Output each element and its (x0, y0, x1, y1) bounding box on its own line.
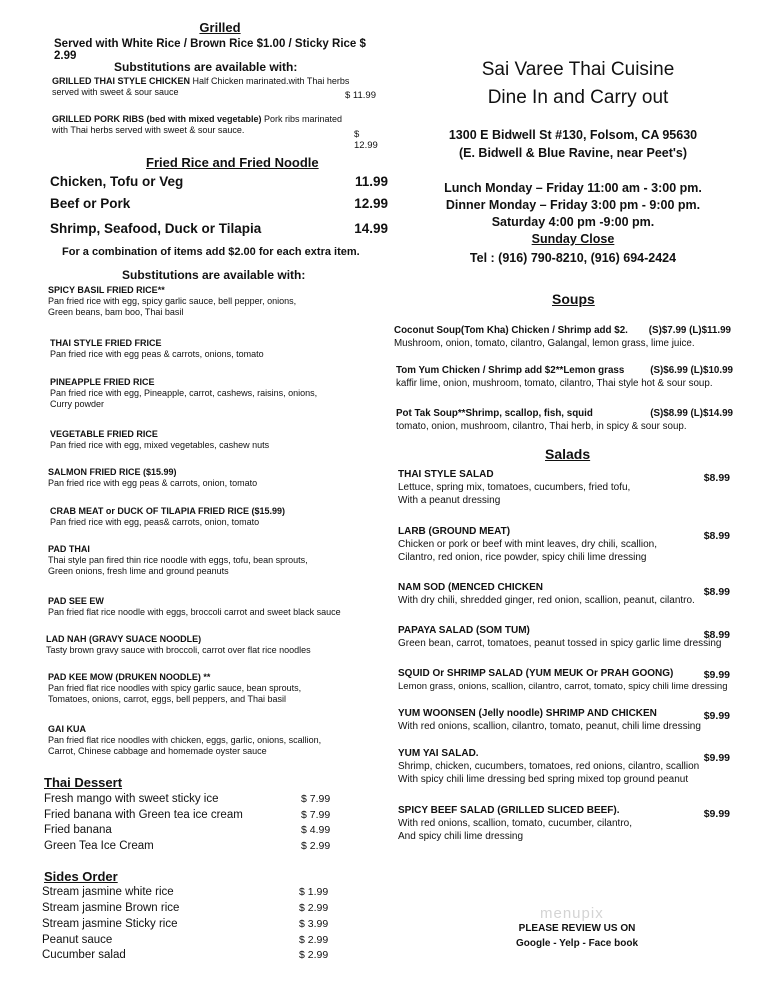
salad-price: $8.99 (703, 472, 730, 484)
row-price: 12.99 (354, 196, 388, 211)
item-desc: Curry powder (50, 399, 105, 409)
row-name: Stream jasmine Brown rice (42, 902, 180, 914)
item-desc: Green onions, fresh lime and ground peanuts (48, 566, 229, 576)
item-name: CRAB MEAT or DUCK OF TILAPIA FRIED RICE ($15.99) (50, 506, 286, 516)
sides-row (42, 918, 342, 930)
row-name: Fried banana (44, 824, 112, 836)
row-price: $ 2.99 (299, 934, 329, 946)
soup-desc: kaffir lime, onion, mushroom, tomato, cilantro, Thai style hot & sour soup. (396, 378, 713, 389)
soups-title: Soups (552, 291, 595, 307)
salad-item (398, 708, 738, 733)
address-line: 1300 E Bidwell St #130, Folsom, CA 95630 (448, 128, 698, 142)
fried-item-pineapple (50, 377, 385, 410)
item-name: LAD NAH (GRAVY SUACE NOODLE) (46, 634, 202, 644)
item-name: PAD KEE MOW (DRUKEN NOODLE) ** (48, 672, 211, 682)
fried-subs-heading: Substitutions are available with: (122, 268, 306, 282)
restaurant-tagline: Dine In and Carry out (487, 87, 669, 108)
salad-desc: Cilantro, red onion, rice powder, spicy chili lime dressing (398, 552, 647, 563)
item-desc: Tomatoes, onions, carrot, eggs, bell peppers, and Thai basil (48, 694, 286, 704)
fried-item-vegetable (50, 429, 385, 451)
hours-line: Dinner Monday – Friday 3:00 pm - 9:00 pm. (445, 198, 701, 212)
salad-item (398, 526, 738, 564)
salad-desc: With red onions, scallion, cilantro, tomato, peanut, chili lime dressing (398, 721, 701, 732)
salad-name: SQUID Or SHRIMP SALAD (YUM MEUK Or PRAH GOONG) (398, 668, 674, 679)
item-desc: Pan fried rice with egg, spicy garlic sauce, bell pepper, onions, (48, 296, 297, 306)
salad-item (398, 748, 738, 786)
fried-price-row (50, 221, 388, 236)
sides-row (42, 886, 342, 898)
item-desc: Pan fried rice with egg peas & carrots, onion, tomato (48, 478, 258, 488)
salads-title: Salads (545, 446, 591, 462)
salad-item (398, 469, 738, 507)
row-name: Beef or Pork (50, 196, 131, 211)
grilled-item-chicken (52, 76, 382, 101)
fried-item-lad-nah (46, 634, 381, 656)
item-price: $ 12.99 (354, 129, 378, 151)
salad-name: LARB (GROUND MEAT) (398, 526, 511, 537)
row-price: $ 1.99 (299, 886, 329, 898)
salad-desc: Lemon grass, onions, scallion, cilantro, carrot, tomato, spicy chili lime dressing (398, 681, 728, 692)
row-price: $ 2.99 (301, 840, 331, 852)
item-desc: Pan fried rice with egg, mixed vegetables, cashew nuts (50, 440, 270, 450)
fried-item-crab-duck-tilapia (50, 506, 385, 528)
closed-notice: Sunday Close (531, 232, 615, 246)
salad-desc: Chicken or pork or beef with mint leaves, dry chili, scallion, (398, 539, 657, 550)
soup-item (396, 407, 741, 433)
review-sites: Google - Yelp - Face book (515, 938, 639, 949)
soup-name: Coconut Soup(Tom Kha) Chicken / Shrimp add $2. (394, 325, 628, 336)
item-desc: Pan fried flat rice noodles with chicken, eggs, garlic, onions, scallion, (48, 735, 322, 745)
row-name: Cucumber salad (42, 949, 126, 961)
grilled-subs-heading: Substitutions are available with: (114, 60, 298, 74)
hours-line: Saturday 4:00 pm -9:00 pm. (491, 215, 655, 229)
fried-price-row (50, 196, 388, 211)
soup-price: (S)$8.99 (L)$14.99 (650, 408, 733, 419)
review-block (482, 921, 672, 951)
salad-name: YUM YAI SALAD. (398, 748, 479, 759)
soup-name: Pot Tak Soup**Shrimp, scallop, fish, squid (396, 408, 593, 419)
item-desc: Tasty brown gravy sauce with broccoli, carrot over flat rice noodles (46, 645, 311, 655)
phone-line: Tel : (916) 790-8210, (916) 694-2424 (469, 251, 677, 265)
item-desc: Half Chicken marinated.with Thai herbs (190, 76, 350, 86)
salad-desc: Green bean, carrot, tomatoes, peanut tossed in spicy garlic lime dressing (398, 638, 722, 649)
salad-desc: Shrimp, chicken, cucumbers, tomatoes, red onions, cilantro, scallion (398, 761, 700, 772)
item-name: GRILLED PORK RIBS (bed with mixed vegetable) (52, 114, 262, 124)
salad-name: SPICY BEEF SALAD (GRILLED SLICED BEEF). (398, 805, 620, 816)
item-name: SALMON FRIED RICE ($15.99) (48, 467, 177, 477)
restaurant-address (418, 126, 728, 162)
salad-desc: With spicy chili lime dressing bed spring mixed top ground peanut (398, 774, 689, 785)
row-price: 14.99 (354, 221, 388, 236)
grilled-subtitle: Served with White Rice / Brown Rice $1.00 / Sticky Rice $ 2.99 (54, 38, 366, 62)
salad-price: $8.99 (703, 586, 730, 598)
soup-item (396, 364, 741, 390)
salad-item (398, 805, 738, 843)
address-line: (E. Bidwell & Blue Ravine, near Peet's) (458, 146, 688, 160)
row-price: $ 4.99 (301, 824, 331, 836)
salad-desc: With a peanut dressing (398, 495, 501, 506)
fried-item-pad-see-ew (48, 596, 383, 618)
salad-item (398, 582, 738, 607)
item-desc: Pan fried flat rice noodles with spicy garlic sauce, bean sprouts, (48, 683, 302, 693)
item-desc: served with sweet & sour sauce (52, 87, 179, 97)
grilled-title: Grilled (199, 20, 241, 35)
soup-desc: Mushroom, onion, tomato, cilantro, Galangal, lemon grass, lime juice. (394, 338, 695, 349)
salad-desc: And spicy chili lime dressing (398, 831, 524, 842)
item-price: $ 11.99 (345, 90, 376, 101)
salad-price: $9.99 (703, 808, 730, 820)
salad-price: $8.99 (703, 629, 730, 641)
item-desc: Carrot, Chinese cabbage and homemade oyster sauce (48, 746, 267, 756)
soup-price: (S)$7.99 (L)$11.99 (648, 325, 731, 336)
fried-price-row (50, 174, 388, 189)
item-name: PAD SEE EW (48, 596, 104, 606)
item-name: GAI KUA (48, 724, 86, 734)
item-name: VEGETABLE FRIED RICE (50, 429, 158, 439)
salad-name: THAI STYLE SALAD (398, 469, 494, 480)
combo-note: For a combination of items add $2.00 for each extra item. (62, 246, 360, 258)
review-line: PLEASE REVIEW US ON (518, 923, 636, 934)
row-price: $ 7.99 (301, 793, 331, 805)
fried-item-gai-kua (48, 724, 383, 757)
restaurant-name: Sai Varee Thai Cuisine (481, 59, 675, 80)
restaurant-hours (418, 180, 728, 267)
sides-row (42, 949, 342, 961)
item-desc: with Thai herbs served with sweet & sour sauce. (52, 125, 245, 135)
salad-desc: Lettuce, spring mix, tomatoes, cucumbers, fried tofu, (398, 482, 631, 493)
dessert-row (44, 824, 344, 836)
dessert-row (44, 840, 344, 852)
salad-item (398, 625, 738, 650)
salad-name: YUM WOONSEN (Jelly noodle) SHRIMP AND CHICKEN (398, 708, 657, 719)
fried-item-pad-kee-mow (48, 672, 383, 705)
row-name: Chicken, Tofu or Veg (50, 174, 184, 189)
soup-price: (S)$6.99 (L)$10.99 (650, 365, 733, 376)
soup-name: Tom Yum Chicken / Shrimp add $2**Lemon grass (396, 365, 625, 376)
row-price: $ 2.99 (299, 902, 329, 914)
hours-line: Lunch Monday – Friday 11:00 am - 3:00 pm. (444, 181, 702, 195)
row-price: 11.99 (354, 174, 388, 189)
row-name: Stream jasmine Sticky rice (42, 918, 178, 930)
salad-item (398, 668, 738, 693)
dessert-title: Thai Dessert (44, 775, 123, 790)
sides-title: Sides Order (44, 869, 118, 884)
row-price: $ 2.99 (299, 949, 329, 961)
item-desc: Pan fried rice with egg, Pineapple, carrot, cashews, raisins, onions, (50, 388, 318, 398)
sides-row (42, 902, 342, 914)
salad-price: $9.99 (703, 710, 730, 722)
item-desc: Thai style pan fired thin rice noodle with eggs, tofu, bean sprouts, (48, 555, 308, 565)
item-name: PINEAPPLE FRIED RICE (50, 377, 155, 387)
item-name: THAI STYLE FRIED FRICE (50, 338, 162, 348)
row-name: Fresh mango with sweet sticky ice (44, 793, 219, 805)
sides-row (42, 934, 342, 946)
fried-item-spicy-basil (48, 285, 383, 318)
row-name: Green Tea Ice Cream (44, 840, 154, 852)
row-price: $ 3.99 (299, 918, 329, 930)
grilled-item-pork-ribs (52, 114, 382, 151)
salad-desc: With red onions, scallion, tomato, cucumber, cilantro, (398, 818, 632, 829)
item-name: GRILLED THAI STYLE CHICKEN (52, 76, 191, 86)
dessert-row (44, 809, 344, 821)
item-desc: Pan fried rice with egg peas & carrots, onions, tomato (50, 349, 264, 359)
item-desc: Pan fried rice with egg, peas& carrots, onion, tomato (50, 517, 260, 527)
item-desc: Green beans, bam boo, Thai basil (48, 307, 184, 317)
item-desc: Pan fried flat rice noodle with eggs, broccoli carrot and sweet black sauce (48, 607, 341, 617)
watermark: menupix (540, 905, 604, 922)
soup-desc: tomato, onion, mushroom, cilantro, Thai herb, in spicy & sour soup. (396, 421, 687, 432)
row-name: Shrimp, Seafood, Duck or Tilapia (50, 221, 262, 236)
salad-price: $9.99 (703, 752, 730, 764)
row-price: $ 7.99 (301, 809, 331, 821)
salad-desc: With dry chili, shredded ginger, red onion, scallion, peanut, cilantro. (398, 595, 695, 606)
salad-price: $8.99 (703, 530, 730, 542)
fried-title: Fried Rice and Fried Noodle (146, 155, 319, 170)
salad-name: PAPAYA SALAD (SOM TUM) (398, 625, 530, 636)
item-name: SPICY BASIL FRIED RICE** (48, 285, 165, 295)
salad-price: $9.99 (703, 669, 730, 681)
salad-name: NAM SOD (MENCED CHICKEN (398, 582, 543, 593)
item-name: PAD THAI (48, 544, 90, 554)
soup-item (394, 324, 739, 350)
fried-item-pad-thai (48, 544, 383, 577)
fried-item-salmon (48, 467, 383, 489)
row-name: Stream jasmine white rice (42, 886, 174, 898)
dessert-row (44, 793, 344, 805)
restaurant-header (428, 56, 728, 112)
item-desc: Pork ribs marinated (261, 114, 343, 124)
row-name: Peanut sauce (42, 934, 113, 946)
fried-item-thai-style (50, 338, 385, 360)
row-name: Fried banana with Green tea ice cream (44, 809, 243, 821)
